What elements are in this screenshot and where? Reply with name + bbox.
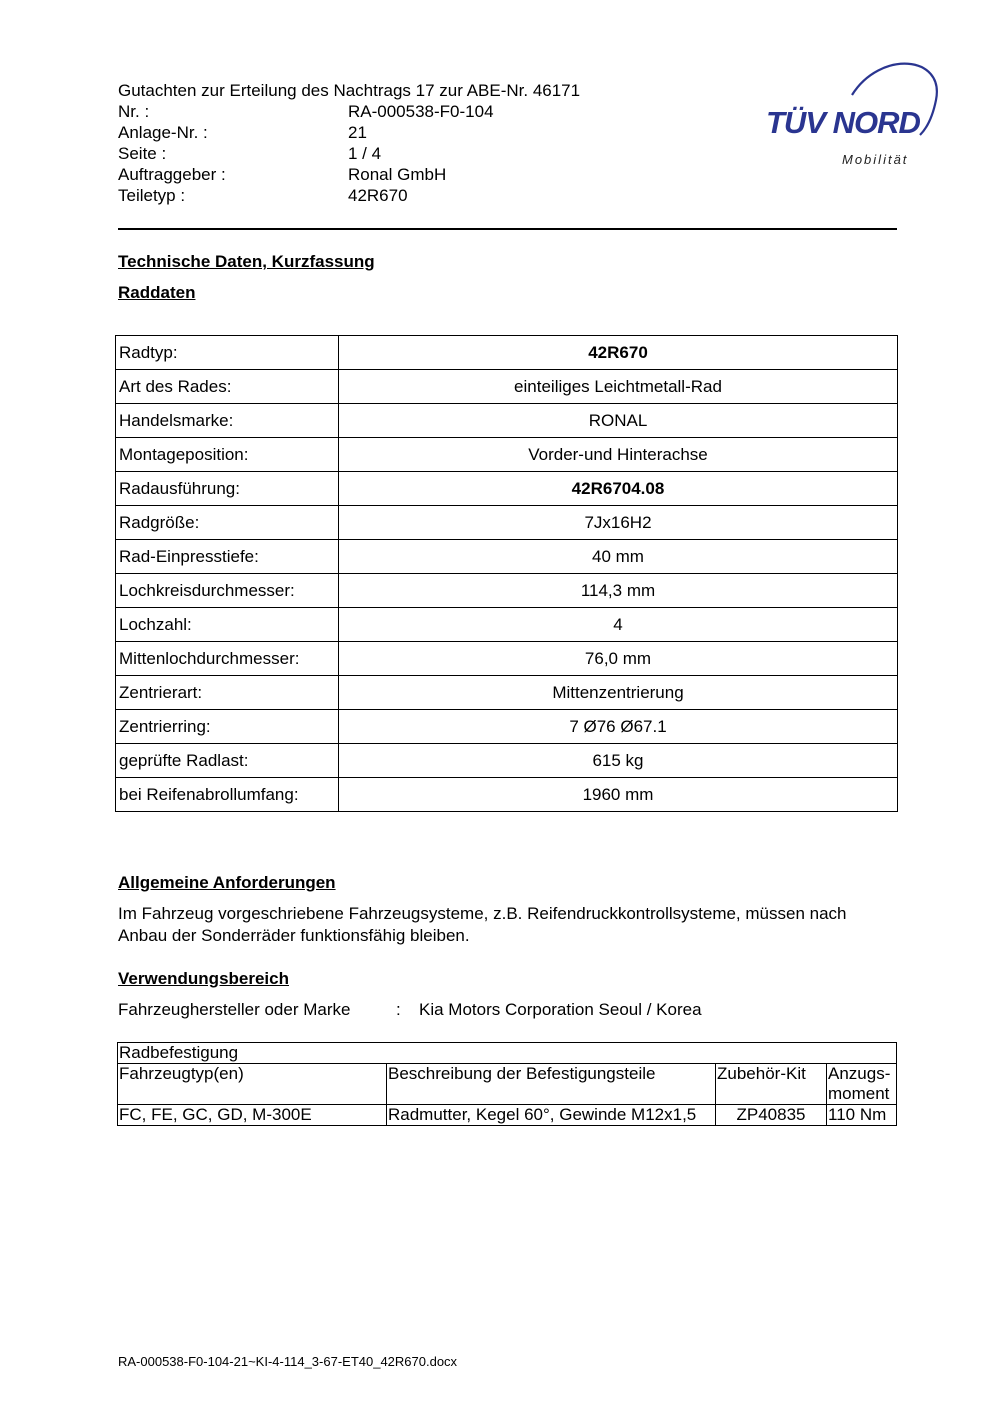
spec-label: bei Reifenabrollumfang:: [116, 778, 339, 812]
tuev-nord-logo: [760, 55, 950, 175]
spec-row: [116, 438, 898, 472]
spec-value: Vorder-und Hinterachse: [339, 438, 898, 472]
spec-row: [116, 744, 898, 778]
section-title-verwendungsbereich: Verwendungsbereich: [118, 969, 289, 988]
manufacturer-label: Fahrzeughersteller oder Marke: [118, 1000, 351, 1019]
spec-label: geprüfte Radlast:: [116, 744, 339, 778]
spec-value: RONAL: [339, 404, 898, 438]
spec-value: 114,3 mm: [339, 574, 898, 608]
header-value: Ronal GmbH: [348, 165, 447, 184]
header-value: 21: [348, 123, 367, 142]
fixing-header-beschreibung: Beschreibung der Befestigungsteile: [387, 1064, 716, 1105]
fixing-row: [118, 1105, 897, 1126]
fixing-cell-fahrzeugtyp: FC, FE, GC, GD, M-300E: [118, 1105, 387, 1126]
raddaten-table: [115, 335, 898, 812]
manufacturer-separator: :: [396, 1000, 401, 1019]
header-label: Teiletyp :: [118, 186, 186, 205]
fixing-cell-zubehoer-kit: ZP40835: [716, 1105, 827, 1126]
spec-row: [116, 404, 898, 438]
spec-row: [116, 778, 898, 812]
spec-value: 615 kg: [339, 744, 898, 778]
spec-label: Zentrierart:: [116, 676, 339, 710]
general-requirements-text: Im Fahrzeug vorgeschriebene Fahrzeugsysteme, z.B. Reifendruckkontrollsysteme, müssen nach Anbau der Sonderräder funktionsfähig bleiben.: [118, 904, 847, 945]
fixing-cell-beschreibung: Radmutter, Kegel 60°, Gewinde M12x1,5: [387, 1105, 716, 1126]
header-row-anlage: [118, 122, 580, 143]
header-divider: [118, 228, 897, 230]
header-value: RA-000538-F0-104: [348, 102, 494, 121]
header-row-teiletyp: [118, 185, 580, 206]
spec-value: Mittenzentrierung: [339, 676, 898, 710]
fixing-header-row: [118, 1064, 897, 1105]
header-row-auftraggeber: [118, 164, 580, 185]
manufacturer-row: [118, 1000, 702, 1020]
document-header: [118, 80, 580, 206]
spec-value: 1960 mm: [339, 778, 898, 812]
spec-row: [116, 710, 898, 744]
logo-brand: TÜV NORD: [766, 105, 920, 140]
spec-row: [116, 642, 898, 676]
spec-label: Lochkreisdurchmesser:: [116, 574, 339, 608]
header-value: 1 / 4: [348, 144, 382, 163]
spec-row: [116, 472, 898, 506]
spec-row: [116, 676, 898, 710]
document-title: Gutachten zur Erteilung des Nachtrags 17 zur ABE-Nr. 46171: [118, 81, 581, 100]
spec-label: Art des Rades:: [116, 370, 339, 404]
spec-label: Montageposition:: [116, 438, 339, 472]
spec-value: einteiliges Leichtmetall-Rad: [339, 370, 898, 404]
spec-value: 4: [339, 608, 898, 642]
spec-value: 40 mm: [339, 540, 898, 574]
spec-label: Radgröße:: [116, 506, 339, 540]
section-title-allgemeine-anforderungen: Allgemeine Anforderungen: [118, 873, 336, 892]
section-title-technische-daten: Technische Daten, Kurzfassung: [118, 252, 375, 271]
spec-label: Mittenlochdurchmesser:: [116, 642, 339, 676]
spec-value: 76,0 mm: [339, 642, 898, 676]
header-label: Seite :: [118, 144, 167, 163]
header-label: Nr. :: [118, 102, 150, 121]
header-row-seite: [118, 143, 580, 164]
spec-row: [116, 370, 898, 404]
spec-row: [116, 608, 898, 642]
header-label: Auftraggeber :: [118, 165, 226, 184]
logo-subtitle: Mobilität: [842, 152, 909, 167]
spec-value: 42R6704.08: [339, 472, 898, 506]
spec-value: 7Jx16H2: [339, 506, 898, 540]
spec-label: Rad-Einpresstiefe:: [116, 540, 339, 574]
manufacturer-value: Kia Motors Corporation Seoul / Korea: [419, 1000, 702, 1019]
fixing-header-anzugsmoment: Anzugs-moment: [827, 1064, 897, 1105]
spec-label: Zentrierring:: [116, 710, 339, 744]
spec-row: [116, 506, 898, 540]
spec-label: Handelsmarke:: [116, 404, 339, 438]
fixing-caption-row: [118, 1043, 897, 1064]
header-value: 42R670: [348, 186, 408, 205]
spec-label: Radtyp:: [116, 336, 339, 370]
radbefestigung-table: [117, 1042, 897, 1126]
section-subtitle-raddaten: Raddaten: [118, 283, 196, 302]
spec-label: Lochzahl:: [116, 608, 339, 642]
spec-label: Radausführung:: [116, 472, 339, 506]
spec-row: [116, 540, 898, 574]
fixing-cell-anzugsmoment: 110 Nm: [827, 1105, 897, 1126]
fixing-header-fahrzeugtyp: Fahrzeugtyp(en): [118, 1064, 387, 1105]
header-row-nr: [118, 101, 580, 122]
footer-filename: RA-000538-F0-104-21~KI-4-114_3-67-ET40_42R670.docx: [118, 1354, 458, 1369]
header-label: Anlage-Nr. :: [118, 123, 208, 142]
spec-row: [116, 336, 898, 370]
spec-row: [116, 574, 898, 608]
spec-value: 42R670: [339, 336, 898, 370]
fixing-caption: Radbefestigung: [118, 1043, 897, 1064]
fixing-header-zubehoer-kit: Zubehör-Kit: [716, 1064, 827, 1105]
spec-value: 7 Ø76 Ø67.1: [339, 710, 898, 744]
